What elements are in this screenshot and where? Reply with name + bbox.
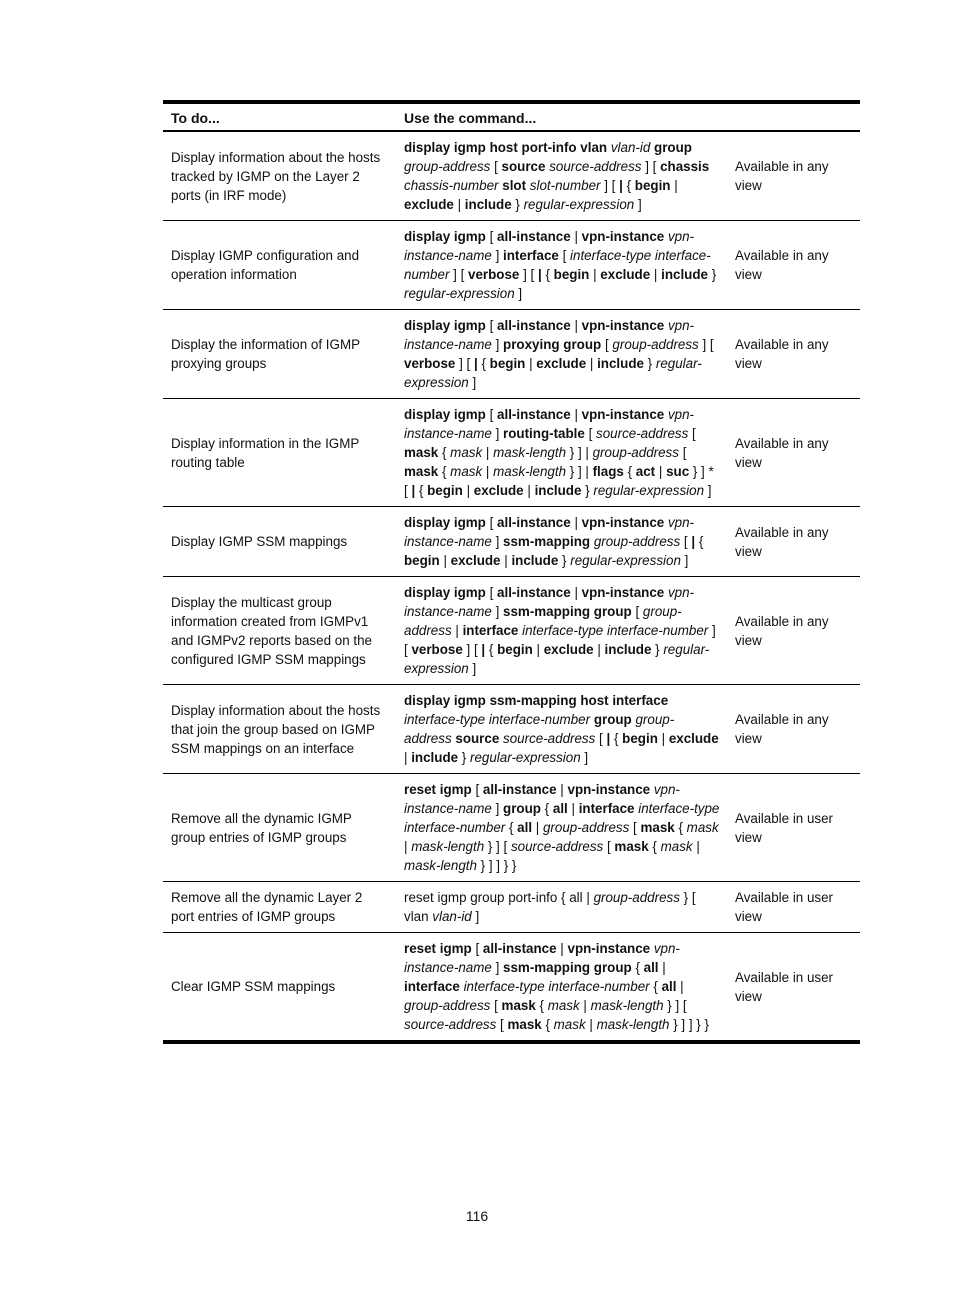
command-keyword: include bbox=[464, 197, 512, 212]
command-argument: mask-length bbox=[493, 445, 567, 460]
view-cell: Available in user view bbox=[727, 774, 860, 882]
command-table-container bbox=[163, 100, 860, 1044]
command-argument: source-address bbox=[596, 426, 689, 441]
command-argument: regular-expression bbox=[404, 286, 515, 301]
command-syntax: | bbox=[567, 801, 579, 816]
command-syntax: ] bbox=[580, 750, 589, 765]
command-argument: slot-number bbox=[529, 178, 601, 193]
command-cell bbox=[396, 882, 727, 933]
command-syntax: ] bbox=[634, 197, 642, 212]
command-syntax: | bbox=[556, 941, 568, 956]
command-keyword: include bbox=[534, 483, 582, 498]
command-cell bbox=[396, 131, 727, 221]
command-syntax: ] [ bbox=[641, 159, 661, 174]
command-syntax: | bbox=[525, 356, 537, 371]
command-syntax: reset igmp group port-info { all | bbox=[404, 890, 594, 905]
command-argument: vpn-instance-name bbox=[404, 318, 695, 352]
command-keyword: | bbox=[691, 534, 696, 549]
command-keyword: all-instance bbox=[497, 515, 571, 530]
command-argument: vpn-instance-name bbox=[404, 407, 695, 441]
command-syntax: | bbox=[570, 515, 582, 530]
command-keyword: begin bbox=[427, 483, 463, 498]
command-keyword: flags bbox=[592, 464, 624, 479]
command-argument: mask bbox=[547, 998, 580, 1013]
command-syntax: { bbox=[438, 445, 451, 460]
command-cell bbox=[396, 507, 727, 577]
command-syntax: } bbox=[581, 483, 594, 498]
command-syntax: [ bbox=[490, 159, 502, 174]
command-syntax: } ] ] } } bbox=[669, 1017, 709, 1032]
command-keyword: begin bbox=[622, 731, 658, 746]
table-row bbox=[163, 933, 860, 1041]
command-syntax: [ bbox=[595, 731, 607, 746]
command-keyword: vpn-instance bbox=[567, 941, 651, 956]
command-syntax: [ bbox=[503, 839, 511, 854]
command-keyword: ssm-mapping bbox=[503, 534, 591, 549]
command-keyword: include bbox=[661, 267, 708, 282]
command-syntax: { bbox=[438, 464, 451, 479]
command-syntax: [ bbox=[490, 998, 502, 1013]
command-keyword: vpn-instance bbox=[567, 782, 651, 797]
table-row bbox=[163, 221, 860, 310]
command-argument: regular-expression bbox=[404, 642, 710, 676]
command-syntax: } bbox=[679, 890, 692, 905]
command-keyword: all bbox=[552, 801, 568, 816]
command-argument: group-address bbox=[404, 998, 491, 1013]
command-keyword: source bbox=[501, 159, 546, 174]
command-keyword: ssm-mapping group bbox=[503, 960, 632, 975]
command-keyword: mask bbox=[614, 839, 649, 854]
command-keyword: begin bbox=[404, 553, 440, 568]
command-syntax: ] bbox=[514, 286, 523, 301]
command-syntax: | bbox=[597, 642, 605, 657]
command-keyword: routing-table bbox=[503, 426, 585, 441]
command-syntax: ] [ bbox=[698, 337, 714, 352]
command-argument: interface-type bbox=[522, 623, 604, 638]
command-argument: mask bbox=[660, 839, 693, 854]
command-syntax: ] bbox=[491, 534, 504, 549]
command-syntax: ] bbox=[704, 483, 712, 498]
command-argument: mask-length bbox=[493, 464, 567, 479]
command-syntax: } ] bbox=[663, 998, 683, 1013]
command-syntax: ] [ bbox=[449, 267, 469, 282]
command-syntax: [ bbox=[635, 604, 643, 619]
command-keyword: include bbox=[411, 750, 459, 765]
command-keyword: | bbox=[606, 731, 611, 746]
command-syntax: | bbox=[650, 267, 662, 282]
command-keyword: exclude bbox=[473, 483, 524, 498]
command-argument: vlan-id bbox=[610, 140, 651, 155]
command-argument: group-address bbox=[593, 534, 681, 549]
command-syntax: [ vlan bbox=[404, 890, 696, 924]
table-row bbox=[163, 507, 860, 577]
command-argument: group-address bbox=[404, 712, 675, 746]
command-cell bbox=[396, 933, 727, 1041]
command-argument: vpn-instance-name bbox=[404, 585, 695, 619]
command-syntax: * [ bbox=[404, 464, 714, 498]
command-syntax: { bbox=[631, 960, 644, 975]
command-syntax: | bbox=[658, 960, 666, 975]
todo-cell: Display information about the hosts that join the group based on IGMP SSM mappings on an interface bbox=[163, 685, 396, 774]
command-syntax: | bbox=[523, 483, 535, 498]
command-syntax: } bbox=[707, 267, 717, 282]
command-keyword: display igmp bbox=[404, 318, 486, 333]
command-syntax: ] [ bbox=[600, 178, 620, 193]
command-keyword: reset igmp bbox=[404, 941, 472, 956]
command-syntax: ] [ bbox=[404, 623, 716, 657]
command-keyword: all-instance bbox=[497, 318, 571, 333]
command-keyword: verbose bbox=[404, 356, 456, 371]
todo-cell: Display IGMP configuration and operation information bbox=[163, 221, 396, 310]
view-cell: Available in any view bbox=[727, 577, 860, 685]
command-syntax: | bbox=[655, 464, 667, 479]
command-argument: regular-expression bbox=[470, 750, 581, 765]
command-argument: mask bbox=[450, 445, 483, 460]
todo-cell: Display IGMP SSM mappings bbox=[163, 507, 396, 577]
view-cell: Available in any view bbox=[727, 685, 860, 774]
command-keyword: vpn-instance bbox=[581, 318, 665, 333]
command-keyword: exclude bbox=[536, 356, 587, 371]
command-syntax: } bbox=[458, 750, 470, 765]
view-cell: Available in user view bbox=[735, 969, 834, 1004]
command-keyword: source bbox=[455, 731, 500, 746]
command-syntax: [ bbox=[485, 515, 498, 530]
todo-cell: Remove all the dynamic IGMP group entries of IGMP groups bbox=[163, 774, 396, 882]
command-syntax: | bbox=[500, 553, 512, 568]
command-keyword: display igmp bbox=[404, 585, 486, 600]
command-syntax: [ bbox=[558, 248, 571, 263]
command-syntax: ] bbox=[491, 248, 504, 263]
command-syntax: [ bbox=[485, 585, 498, 600]
command-keyword: display igmp bbox=[404, 515, 486, 530]
command-keyword: all-instance bbox=[497, 229, 571, 244]
command-syntax: | bbox=[579, 998, 591, 1013]
command-syntax: | bbox=[482, 445, 494, 460]
command-keyword: exclude bbox=[450, 553, 501, 568]
command-syntax: { bbox=[535, 998, 548, 1013]
command-keyword: act bbox=[635, 464, 656, 479]
command-keyword: vpn-instance bbox=[581, 407, 665, 422]
command-syntax: | bbox=[676, 979, 684, 994]
command-keyword: mask bbox=[404, 464, 439, 479]
command-syntax: ] bbox=[468, 375, 477, 390]
command-keyword: all-instance bbox=[497, 407, 571, 422]
command-keyword: mask bbox=[501, 998, 536, 1013]
command-syntax: | bbox=[462, 483, 474, 498]
command-argument: source-address bbox=[549, 159, 642, 174]
command-keyword: vpn-instance bbox=[581, 229, 665, 244]
command-keyword: verbose bbox=[411, 642, 463, 657]
command-keyword: mask bbox=[640, 820, 675, 835]
command-argument: source-address bbox=[404, 1017, 497, 1032]
command-keyword: all-instance bbox=[497, 585, 571, 600]
command-keyword: group bbox=[654, 140, 692, 155]
command-keyword: | bbox=[537, 267, 542, 282]
command-keyword: display igmp host port-info vlan bbox=[404, 140, 608, 155]
table-row bbox=[163, 882, 860, 933]
command-keyword: proxying group bbox=[503, 337, 602, 352]
command-keyword: all bbox=[517, 820, 533, 835]
command-syntax: ] bbox=[491, 801, 504, 816]
command-cell bbox=[396, 774, 727, 882]
command-syntax: { bbox=[695, 534, 704, 549]
command-argument: group-address bbox=[593, 890, 680, 905]
command-syntax: [ bbox=[496, 1017, 508, 1032]
todo-cell: Display the information of IGMP proxying groups bbox=[163, 310, 396, 399]
command-syntax: } ] | bbox=[566, 445, 593, 460]
command-syntax: [ bbox=[683, 534, 692, 549]
command-syntax: | bbox=[404, 839, 412, 854]
view-cell: Available in user view bbox=[727, 882, 860, 933]
command-syntax: } ] bbox=[689, 464, 709, 479]
command-syntax: } bbox=[511, 197, 524, 212]
command-keyword: display igmp ssm-mapping host interface bbox=[404, 693, 669, 708]
command-syntax: { bbox=[541, 267, 554, 282]
command-keyword: chassis bbox=[660, 159, 710, 174]
command-keyword: | bbox=[411, 483, 416, 498]
command-syntax: } bbox=[558, 553, 571, 568]
command-syntax: [ bbox=[485, 407, 498, 422]
command-argument: regular-expression bbox=[593, 483, 705, 498]
command-argument: vpn-instance-name bbox=[404, 782, 680, 816]
command-syntax: { bbox=[485, 642, 498, 657]
command-argument: interface-type bbox=[570, 248, 652, 263]
command-syntax: | bbox=[453, 197, 465, 212]
page-number: 116 bbox=[465, 1208, 489, 1224]
command-syntax: { bbox=[541, 1017, 554, 1032]
todo-cell: Display information in the IGMP routing table bbox=[163, 399, 396, 507]
command-keyword: suc bbox=[666, 464, 690, 479]
header-command: Use the command... bbox=[396, 104, 727, 131]
command-syntax: | bbox=[556, 782, 568, 797]
command-keyword: all-instance bbox=[482, 941, 557, 956]
command-keyword: begin bbox=[489, 356, 526, 371]
command-syntax: [ bbox=[471, 941, 483, 956]
command-syntax: [ bbox=[584, 426, 597, 441]
table-row bbox=[163, 577, 860, 685]
command-syntax: | bbox=[570, 407, 582, 422]
command-argument: mask bbox=[553, 1017, 586, 1032]
command-keyword: verbose bbox=[468, 267, 520, 282]
command-syntax: [ bbox=[682, 998, 687, 1013]
command-syntax: ] bbox=[468, 661, 477, 676]
command-syntax: } ] ] } } bbox=[476, 858, 517, 873]
command-argument: group-address bbox=[612, 337, 699, 352]
command-argument: regular-expression bbox=[404, 356, 702, 390]
command-syntax: | bbox=[570, 585, 582, 600]
command-cell bbox=[396, 577, 727, 685]
command-argument: mask bbox=[450, 464, 483, 479]
command-syntax: | bbox=[670, 178, 678, 193]
command-table bbox=[163, 104, 860, 1040]
command-keyword: | bbox=[481, 642, 486, 657]
command-syntax: [ bbox=[603, 839, 615, 854]
command-keyword: interface bbox=[404, 979, 460, 994]
command-keyword: reset igmp bbox=[404, 782, 472, 797]
todo-cell: Display the multicast group information created from IGMPv1 and IGMPv2 reports based on the configured IGMP SSM mappings bbox=[163, 577, 396, 685]
table-header-row bbox=[163, 104, 860, 131]
command-syntax: [ bbox=[629, 820, 641, 835]
view-cell: Available in any view bbox=[727, 131, 860, 221]
command-keyword: group bbox=[593, 712, 632, 727]
command-keyword: mask bbox=[404, 445, 439, 460]
view-cell: Available in any view bbox=[727, 507, 860, 577]
table-row bbox=[163, 685, 860, 774]
command-argument: interface-number bbox=[607, 623, 709, 638]
command-syntax: ] bbox=[491, 337, 504, 352]
command-keyword: include bbox=[604, 642, 652, 657]
command-cell bbox=[396, 685, 727, 774]
command-keyword: all bbox=[643, 960, 659, 975]
command-syntax: [ bbox=[682, 445, 687, 460]
command-syntax: [ bbox=[471, 782, 483, 797]
todo-cell: Clear IGMP SSM mappings bbox=[171, 979, 336, 994]
command-keyword: include bbox=[597, 356, 644, 371]
command-syntax: { bbox=[623, 464, 636, 479]
command-syntax: ] [ bbox=[455, 356, 474, 371]
command-argument: group-address bbox=[404, 604, 682, 638]
command-keyword: group bbox=[503, 801, 541, 816]
command-syntax: ] bbox=[491, 960, 504, 975]
command-argument: vpn-instance-name bbox=[404, 941, 680, 975]
command-syntax: ] bbox=[491, 426, 504, 441]
command-syntax: | bbox=[570, 229, 582, 244]
command-argument: vpn-instance-name bbox=[404, 515, 695, 549]
command-keyword: mask bbox=[507, 1017, 542, 1032]
command-keyword: display igmp bbox=[404, 407, 486, 422]
command-syntax: | bbox=[586, 356, 598, 371]
command-syntax: | bbox=[585, 1017, 597, 1032]
command-keyword: begin bbox=[553, 267, 590, 282]
command-syntax: { bbox=[674, 820, 687, 835]
command-cell bbox=[396, 221, 727, 310]
command-argument: group-address bbox=[404, 159, 491, 174]
command-keyword: slot bbox=[502, 178, 527, 193]
command-keyword: vpn-instance bbox=[581, 585, 665, 600]
command-argument: group-address bbox=[592, 445, 679, 460]
view-cell: Available in any view bbox=[727, 221, 860, 310]
table-row bbox=[163, 131, 860, 221]
command-syntax: [ bbox=[604, 337, 613, 352]
command-syntax: [ bbox=[692, 426, 696, 441]
command-keyword: include bbox=[511, 553, 559, 568]
command-keyword: begin bbox=[634, 178, 671, 193]
command-argument: interface-type interface-number bbox=[404, 712, 591, 727]
command-argument: interface-type interface-number bbox=[463, 979, 650, 994]
command-argument: mask-length bbox=[590, 998, 664, 1013]
command-syntax: { bbox=[622, 178, 635, 193]
command-syntax: { bbox=[415, 483, 428, 498]
command-keyword: ssm-mapping group bbox=[503, 604, 632, 619]
command-argument: mask bbox=[686, 820, 719, 835]
command-keyword: begin bbox=[497, 642, 533, 657]
table-row bbox=[163, 774, 860, 882]
command-syntax: { bbox=[540, 801, 553, 816]
command-syntax: | bbox=[532, 820, 543, 835]
command-syntax: } ] bbox=[484, 839, 504, 854]
command-syntax: } bbox=[651, 642, 664, 657]
command-argument: source-address bbox=[510, 839, 604, 854]
todo-cell: Display information about the hosts tracked by IGMP on the Layer 2 ports (in IRF mode) bbox=[163, 131, 396, 221]
command-syntax: [ bbox=[485, 229, 498, 244]
command-syntax: { bbox=[648, 839, 661, 854]
command-syntax: ] bbox=[471, 909, 480, 924]
command-cell bbox=[396, 399, 727, 507]
command-argument: regular-expression bbox=[570, 553, 681, 568]
command-syntax: { bbox=[610, 731, 623, 746]
command-syntax: | bbox=[404, 750, 412, 765]
command-keyword: exclude bbox=[600, 267, 651, 282]
table-row bbox=[163, 399, 860, 507]
command-syntax: { bbox=[477, 356, 490, 371]
command-keyword: exclude bbox=[404, 197, 454, 212]
command-argument: regular-expression bbox=[523, 197, 635, 212]
command-syntax: | bbox=[439, 553, 451, 568]
command-syntax: { bbox=[649, 979, 662, 994]
command-argument: mask-length bbox=[411, 839, 485, 854]
command-keyword: display igmp bbox=[404, 229, 486, 244]
command-argument: mask-length bbox=[404, 858, 477, 873]
command-argument: vpn-instance-name bbox=[404, 229, 695, 263]
command-syntax: ] [ bbox=[462, 642, 482, 657]
table-row bbox=[163, 310, 860, 399]
view-cell: Available in any view bbox=[727, 310, 860, 399]
command-syntax: | bbox=[532, 642, 544, 657]
command-keyword: interface bbox=[503, 248, 559, 263]
command-syntax: [ bbox=[485, 318, 498, 333]
command-cell bbox=[396, 310, 727, 399]
command-keyword: exclude bbox=[543, 642, 594, 657]
command-syntax: | bbox=[657, 731, 669, 746]
command-syntax: } bbox=[643, 356, 656, 371]
command-syntax: ] bbox=[491, 604, 504, 619]
command-argument: chassis-number bbox=[404, 178, 499, 193]
command-syntax: } ] | bbox=[566, 464, 593, 479]
command-argument: source-address bbox=[503, 731, 596, 746]
command-keyword: interface bbox=[578, 801, 635, 816]
command-keyword: exclude bbox=[668, 731, 719, 746]
command-argument: interface-number bbox=[404, 248, 711, 282]
command-syntax: | bbox=[570, 318, 582, 333]
command-keyword: | bbox=[619, 178, 623, 193]
command-keyword: all-instance bbox=[482, 782, 557, 797]
command-keyword: | bbox=[473, 356, 478, 371]
command-keyword: vpn-instance bbox=[581, 515, 665, 530]
header-view bbox=[727, 104, 860, 131]
command-syntax: ] [ bbox=[519, 267, 538, 282]
command-keyword: all bbox=[661, 979, 677, 994]
command-argument: interface-type interface-number bbox=[404, 801, 720, 835]
command-syntax: ] bbox=[680, 553, 689, 568]
command-syntax: | bbox=[692, 839, 700, 854]
command-keyword: interface bbox=[462, 623, 519, 638]
command-argument: mask-length bbox=[596, 1017, 670, 1032]
header-todo: To do... bbox=[163, 104, 396, 131]
command-argument: vlan-id bbox=[432, 909, 472, 924]
command-syntax: { bbox=[505, 820, 518, 835]
view-cell: Available in any view bbox=[727, 399, 860, 507]
command-syntax: | bbox=[589, 267, 601, 282]
todo-cell: Remove all the dynamic Layer 2 port entries of IGMP groups bbox=[163, 882, 396, 933]
command-syntax: | bbox=[482, 464, 494, 479]
command-syntax: | bbox=[451, 623, 463, 638]
command-argument: group-address bbox=[542, 820, 630, 835]
